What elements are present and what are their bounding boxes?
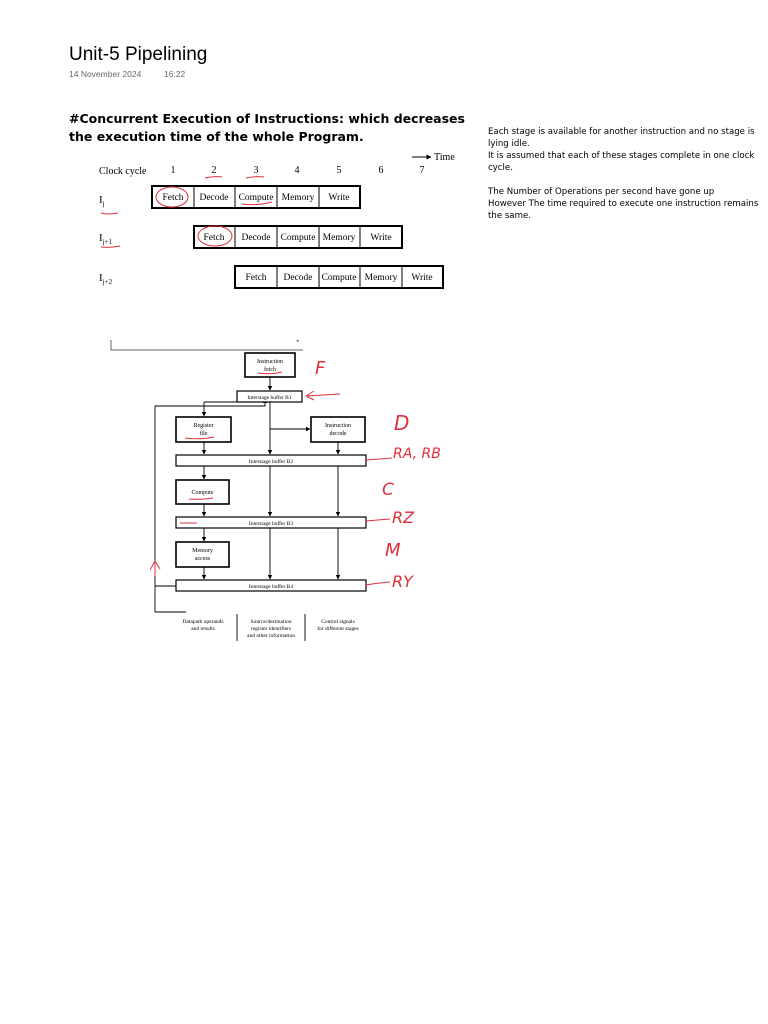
annotation-M: M	[385, 540, 401, 561]
annotation-rz: RZ	[392, 508, 415, 527]
stage-cell: Write	[328, 193, 350, 203]
cycle-number: 5	[336, 165, 342, 176]
annotation-F: F	[315, 358, 326, 379]
svg-text:◂: ◂	[296, 338, 299, 344]
stage-cell: Decode	[283, 273, 313, 283]
annotation-ra-rb: RA, RB	[393, 446, 441, 462]
stage-cell: Fetch	[245, 273, 267, 283]
cycle-number: 6	[378, 165, 384, 176]
buffer-label: Interstage buffer B2	[248, 459, 294, 465]
legend-text: and other information	[247, 633, 295, 639]
block-label: fetch	[264, 367, 276, 373]
time-arrow	[412, 152, 455, 163]
stage-cell: Compute	[321, 273, 357, 283]
pipeline-row	[194, 226, 402, 248]
page-title: Unit-5 Pipelining	[69, 44, 208, 65]
time-label: Time	[434, 152, 455, 163]
section-heading: #Concurrent Execution of Instructions: which decreases the execution time of the whole Program.	[69, 111, 465, 144]
stage-cell: Decode	[241, 233, 271, 243]
annotation-D: D	[394, 411, 410, 435]
buffer-label: Interstage buffer B1	[247, 395, 292, 401]
stage-cell: Memory	[281, 193, 315, 203]
clock-cycle-label: Clock cycle	[99, 166, 147, 177]
stage-cell: Fetch	[162, 193, 184, 203]
memory-access-box	[176, 542, 229, 567]
cycle-number: 3	[253, 165, 259, 176]
note-line: It is assumed that each of these stages complete in one clock cycle.	[488, 151, 755, 173]
stage-cell: Memory	[364, 273, 398, 283]
stage-cell: Decode	[199, 193, 229, 203]
block-label: Compute	[191, 490, 214, 496]
timing-diagram	[99, 152, 455, 288]
instruction-decode-box	[311, 417, 365, 442]
instruction-label: $I_{j+1}$	[99, 232, 113, 246]
stage-cell: Memory	[322, 233, 356, 243]
legend-text: Datapath operands	[182, 619, 224, 625]
datapath-diagram	[111, 338, 441, 641]
annotation-ry: RY	[392, 572, 413, 591]
legend-text: Control signals	[321, 619, 355, 625]
page-date: 14 November 2024	[69, 69, 142, 79]
pipeline-row	[235, 266, 443, 288]
block-label: decode	[329, 431, 347, 437]
stage-cell: Write	[411, 273, 433, 283]
block-label: Instruction	[325, 423, 351, 429]
stage-cell: Write	[370, 233, 392, 243]
block-label: file	[199, 431, 208, 437]
block-label: access	[194, 556, 211, 562]
block-label: Memory	[192, 548, 213, 554]
cycle-number: 1	[170, 165, 176, 176]
page-time: 16:22	[164, 69, 186, 79]
note-line: Each stage is available for another instruction and no stage is lying idle.	[488, 127, 755, 149]
annotation-C: C	[382, 480, 394, 500]
instruction-label: $I_{j+2}$	[99, 272, 113, 286]
cycle-numbers	[171, 165, 425, 176]
stage-cell: Fetch	[203, 233, 225, 243]
instruction-label: $I_j$	[99, 194, 105, 208]
block-label: Instruction	[257, 359, 283, 365]
buffer-label: Interstage buffer B3	[248, 521, 294, 527]
legend-text: register identifiers	[250, 626, 292, 632]
legend-text: for different stages	[317, 626, 359, 632]
cycle-number: 2	[211, 165, 217, 176]
stage-cell: Compute	[280, 233, 316, 243]
legend-text: Source/destination	[250, 619, 292, 625]
handwritten-labels	[315, 358, 441, 591]
note-line: However The time required to execute one instruction remains the same.	[488, 199, 759, 221]
cycle-number: 4	[294, 165, 300, 176]
legend-text: and results	[191, 626, 215, 632]
stage-cell: Compute	[238, 193, 274, 203]
buffer-label: Interstage buffer B4	[248, 584, 294, 590]
block-label: Register	[193, 423, 214, 429]
note-line: The Number of Operations per second have gone up	[488, 187, 715, 197]
cycle-number: 7	[419, 165, 425, 176]
